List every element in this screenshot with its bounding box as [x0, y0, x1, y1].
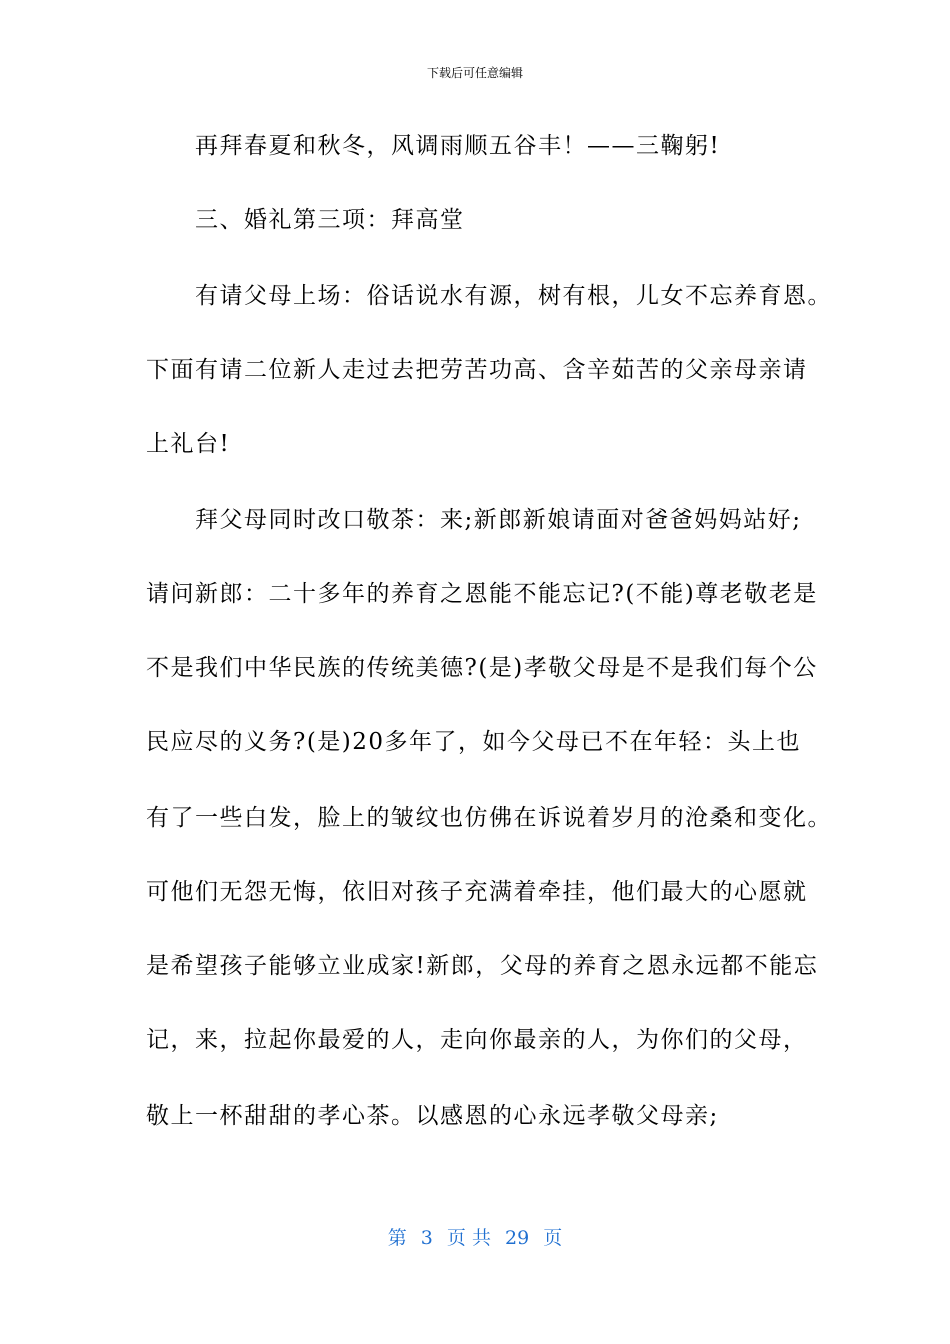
body-line-1: 再拜春夏和秋冬，风调雨顺五谷丰！——三鞠躬!: [146, 133, 721, 159]
footer-middle: 页 共: [446, 1227, 491, 1249]
body-line-9: 民应尽的义务?(是)20多年了，如今父母已不在年轻：头上也: [146, 729, 802, 755]
page-header: 下载后可任意编辑: [426, 66, 523, 80]
body-line-5: 上礼台!: [146, 431, 231, 457]
footer-suffix: 页: [543, 1227, 563, 1249]
section-heading: 三、婚礼第三项：拜高堂: [146, 207, 465, 233]
body-line-12: 是希望孩子能够立业成家!新郎，父母的养育之恩永远都不能忘: [146, 953, 819, 979]
page-number-footer: [0, 1226, 950, 1250]
total-page-count: 29: [505, 1227, 530, 1249]
body-line-10: 有了一些白发，脸上的皱纹也仿佛在诉说着岁月的沧桑和变化。: [146, 805, 832, 831]
body-line-3: 有请父母上场：俗话说水有源，树有根，儿女不忘养育恩。: [146, 283, 832, 309]
body-line-13: 记，来，拉起你最爱的人，走向你最亲的人，为你们的父母，: [146, 1027, 808, 1053]
current-page-number: 3: [420, 1227, 433, 1249]
body-line-11: 可他们无怨无悔，依旧对孩子充满着牵挂，他们最大的心愿就: [146, 879, 808, 905]
body-line-4: 下面有请二位新人走过去把劳苦功高、含辛茹苦的父亲母亲请: [146, 357, 808, 383]
body-line-8: 不是我们中华民族的传统美德?(是)孝敬父母是不是我们每个公: [146, 655, 818, 681]
body-line-14: 敬上一杯甜甜的孝心茶。以感恩的心永远孝敬父母亲;: [146, 1103, 719, 1129]
body-line-7: 请问新郎：二十多年的养育之恩能不能忘记?(不能)尊老敬老是: [146, 581, 818, 607]
body-line-6: 拜父母同时改口敬茶：来;新郎新娘请面对爸爸妈妈站好;: [146, 507, 802, 533]
footer-prefix: 第: [387, 1227, 407, 1249]
